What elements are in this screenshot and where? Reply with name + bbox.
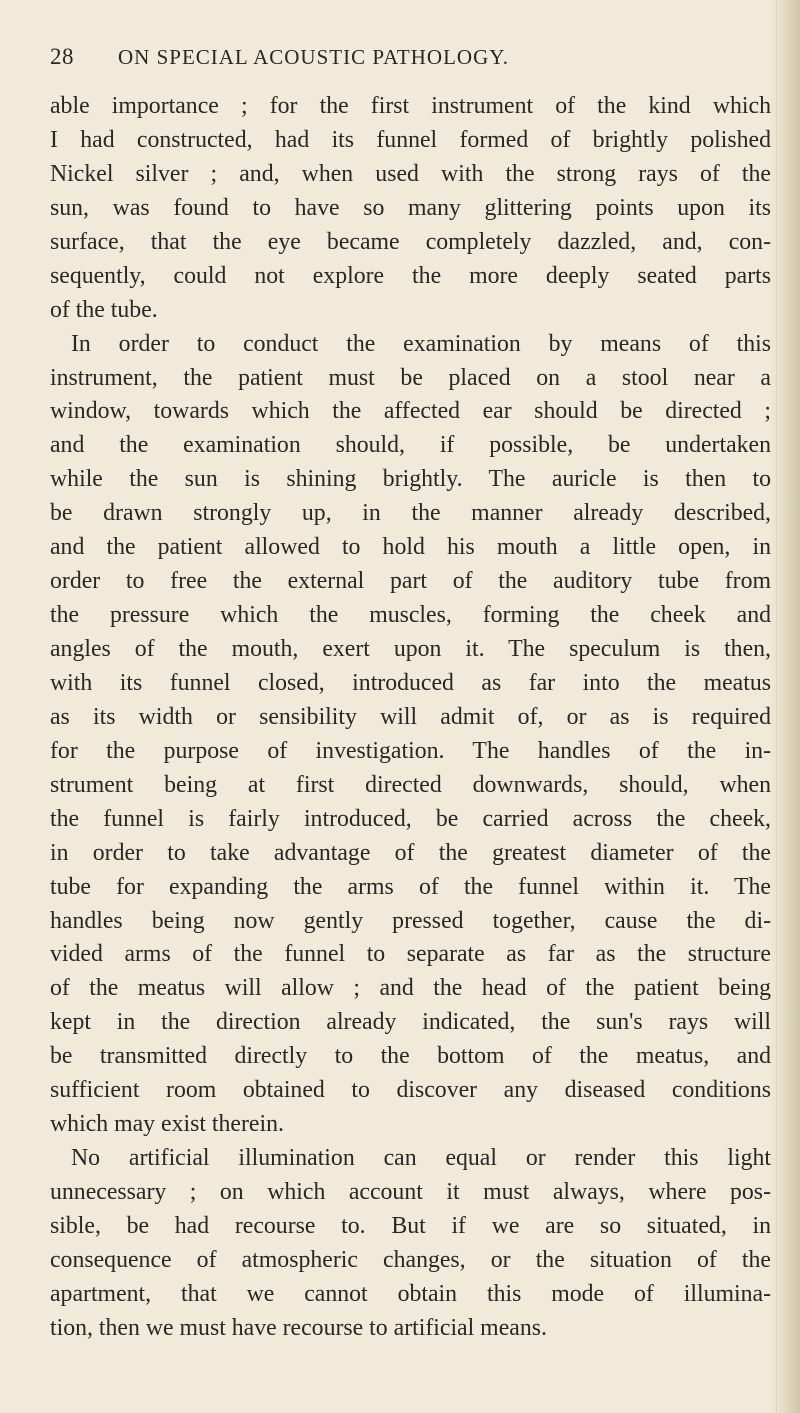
text-line: window, towards which the affected ear should be directed ; — [50, 398, 771, 425]
text-line: tube for expanding the arms of the funnel within it. The — [50, 873, 771, 900]
text-line: of the meatus will allow ; and the head of the patient being — [50, 975, 771, 1002]
text-line: No artificial illumination can equal or render this light — [71, 1145, 771, 1172]
text-line: sequently, could not explore the more deeply seated parts — [50, 262, 771, 289]
text-line: angles of the mouth, exert upon it. The speculum is then, — [50, 636, 771, 662]
text-line: able importance ; for the first instrument of the kind which — [50, 93, 771, 119]
text-line: the pressure which the muscles, forming the cheek and — [50, 602, 771, 629]
text-line: which may exist therein. — [50, 1111, 284, 1138]
text-line: be transmitted directly to the bottom of the meatus, and — [50, 1043, 771, 1070]
text-line: sun, was found to have so many glittering points upon its — [50, 194, 771, 221]
text-line: vided arms of the funnel to separate as far as the structure — [50, 941, 771, 968]
text-line: while the sun is shining brightly. The auricle is then to — [50, 466, 771, 493]
text-line: handles being now gently pressed together, cause the di- — [50, 907, 771, 934]
text-line: sible, be had recourse to. But if we are so situated, in — [50, 1212, 771, 1239]
text-line: tion, then we must have recourse to artificial means. — [50, 1314, 547, 1341]
text-line: unnecessary ; on which account it must always, where pos- — [50, 1179, 771, 1205]
text-line: be drawn strongly up, in the manner already described, — [50, 500, 771, 527]
page-number: 28 — [50, 44, 74, 69]
text-line: the funnel is fairly introduced, be carried across the cheek, — [50, 805, 771, 832]
text-line: as its width or sensibility will admit of, or as is required — [50, 703, 771, 730]
text-line: of the tube. — [50, 296, 158, 323]
text-line: instrument, the patient must be placed on a stool near a — [50, 364, 771, 391]
text-line: I had constructed, had its funnel formed of brightly polished — [50, 126, 771, 153]
text-line: kept in the direction already indicated, the sun's rays will — [50, 1009, 771, 1036]
text-line: sufficient room obtained to discover any diseased conditions — [50, 1077, 771, 1104]
page-edge-shadow — [770, 0, 800, 1413]
text-line: and the examination should, if possible, be undertaken — [50, 432, 771, 459]
text-line: in order to take advantage of the greatest diameter of the — [50, 839, 771, 866]
text-line: consequence of atmospheric changes, or the situation of the — [50, 1246, 771, 1273]
text-line: In order to conduct the examination by means of this — [71, 330, 771, 357]
text-line: and the patient allowed to hold his mouth a little open, in — [50, 534, 771, 561]
text-line: with its funnel closed, introduced as far into the meatus — [50, 669, 771, 696]
text-line: order to free the external part of the auditory tube from — [50, 568, 771, 595]
page-header — [50, 44, 750, 80]
body-text — [50, 90, 771, 1346]
running-title: ON SPECIAL ACOUSTIC PATHOLOGY. — [118, 45, 509, 69]
text-line: strument being at first directed downwards, should, when — [50, 771, 771, 798]
text-line: apartment, that we cannot obtain this mode of illumina- — [50, 1280, 771, 1307]
text-line: Nickel silver ; and, when used with the strong rays of the — [50, 160, 771, 187]
text-line: for the purpose of investigation. The handles of the in- — [50, 737, 771, 764]
text-line: surface, that the eye became completely dazzled, and, con- — [50, 228, 771, 255]
